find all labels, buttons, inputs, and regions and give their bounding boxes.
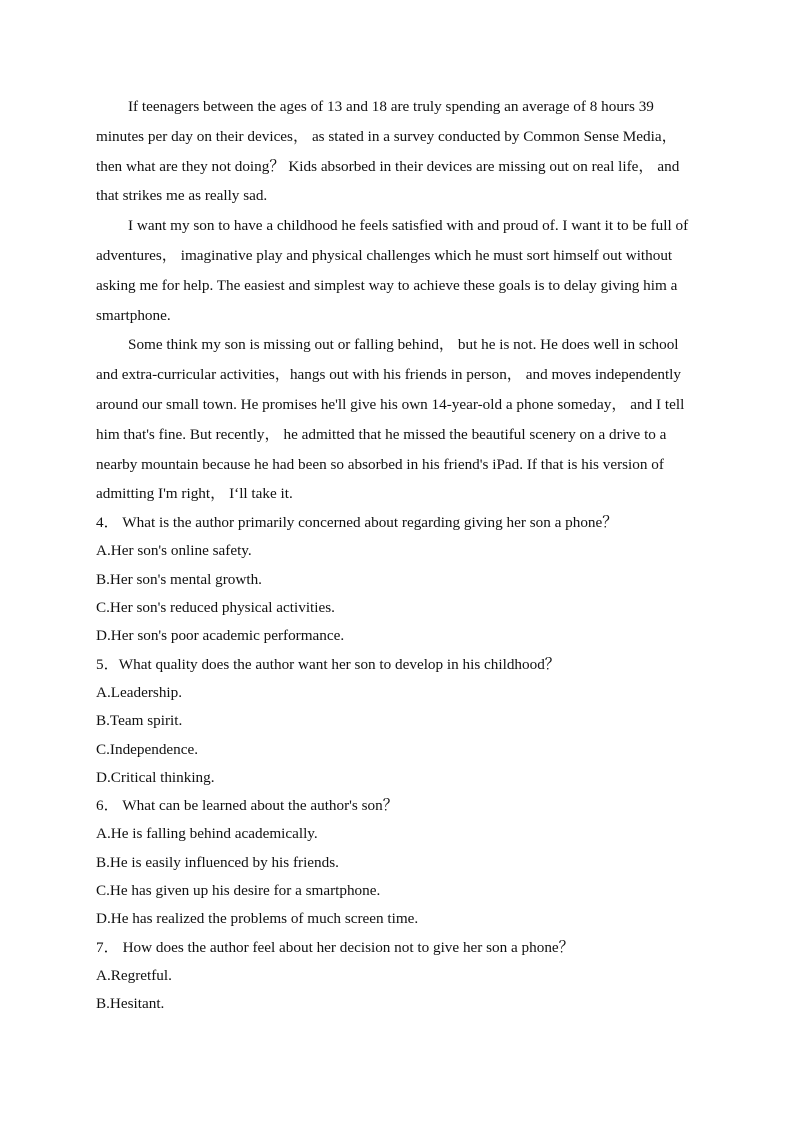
question-5-stem: 5．What quality does the author want her son to develop in his childhood？	[96, 655, 560, 673]
question-6-stem: 6． What can be learned about the author's son？	[96, 797, 398, 815]
question-6	[96, 792, 700, 933]
question-6-option-b: B.He is easily influenced by his friends.	[96, 853, 339, 871]
question-4-option-b: B.Her son's mental growth.	[96, 570, 262, 588]
passage-paragraph-3: Some think my son is missing out or falling behind， but he is not. He does well in school and extra-curricular activities，hangs out with his friends in person， and moves independently around our small town. He promises he'll give his own 14-year-old a phone someday， and I tell him that's fine. But recently， he admitted that he missed the beautiful scenery on a drive to a nearby mountain because he had been so absorbed in his friend's iPad. If that is his version of admitting I'm right， I‘ll take it.	[96, 336, 685, 503]
question-4-option-a: A.Her son's online safety.	[96, 542, 252, 560]
question-4	[96, 509, 700, 650]
question-5-option-b: B.Team spirit.	[96, 712, 183, 730]
question-4-option-c: C.Her son's reduced physical activities.	[96, 599, 335, 617]
question-5-option-c: C.Independence.	[96, 740, 199, 758]
passage-paragraph-1: If teenagers between the ages of 13 and 18 are truly spending an average of 8 hours 39 minutes per day on their devices， as stated in a survey conducted by Common Sense Media， then what are they not doing？ Kids absorbed in their devices are missing out on real life， and that strikes me as really sad.	[96, 98, 680, 205]
question-5-option-a: A.Leadership.	[96, 683, 183, 701]
question-4-option-d: D.Her son's poor academic performance.	[96, 627, 345, 645]
question-7-option-b: B.Hesitant.	[96, 995, 165, 1013]
document-page	[96, 92, 700, 1019]
passage-paragraph-2: I want my son to have a childhood he feels satisfied with and proud of. I want it to be full of adventures， imaginative play and physical challenges which he must sort himself out without asking me for help. The easiest and simplest way to achieve these goals is to delay giving him a smartphone.	[96, 217, 689, 324]
question-4-stem: 4． What is the author primarily concerned about regarding giving her son a phone？	[96, 514, 618, 532]
question-6-option-a: A.He is falling behind academically.	[96, 825, 318, 843]
question-5-option-d: D.Critical thinking.	[96, 768, 215, 786]
question-6-option-d: D.He has realized the problems of much screen time.	[96, 910, 419, 928]
question-7-option-a: A.Regretful.	[96, 966, 172, 984]
question-5	[96, 651, 700, 792]
question-7-stem: 7． How does the author feel about her decision not to give her son a phone？	[96, 938, 574, 956]
question-6-option-c: C.He has given up his desire for a smartphone.	[96, 882, 381, 900]
question-7	[96, 934, 700, 1019]
